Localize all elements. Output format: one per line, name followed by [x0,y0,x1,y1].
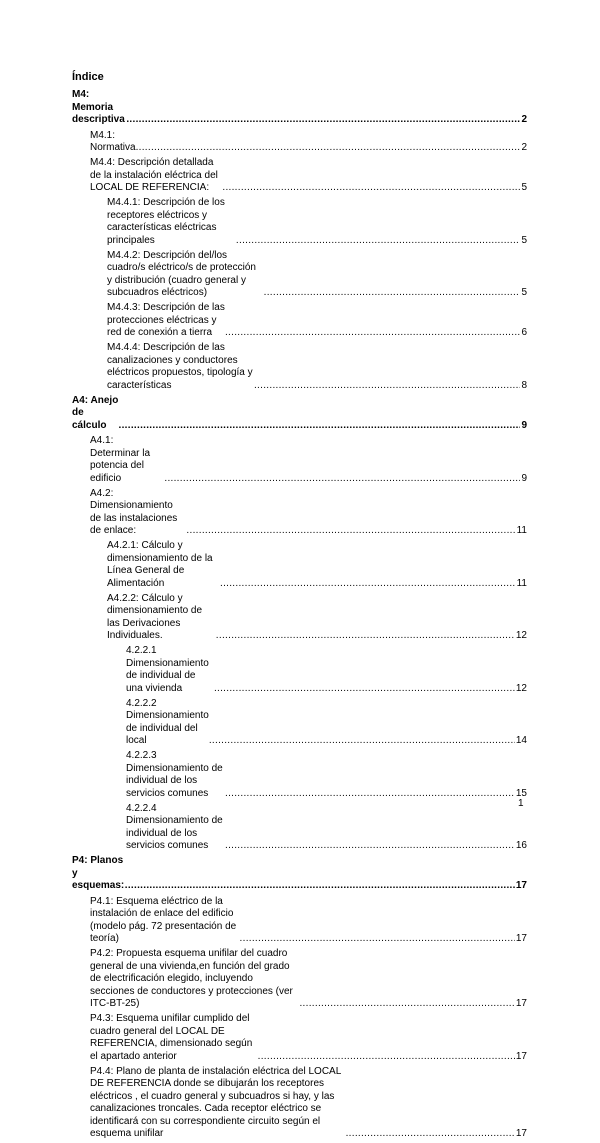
dot-leader [125,880,515,893]
toc-entry-page: 2 [521,114,527,125]
toc-entry[interactable] [107,593,527,643]
toc-entry[interactable] [90,1066,527,1141]
toc-entry-page: 17 [515,998,527,1009]
toc-entry-text: 4.2.2.1 Dimensionamiento de individual de una vivienda [126,645,209,694]
toc-entry-text: P4.3: Esquema unifilar cumplido del cuadro general del LOCAL DE REFERENCIA, dimensionado según el apartado anterior [90,1013,253,1062]
toc-entry-page: 11 [516,525,527,536]
toc-entry[interactable] [90,896,527,946]
toc-entry-page: 17 [515,1050,527,1062]
toc-entry-page: 17 [515,880,527,891]
dot-leader [164,473,520,486]
toc-entry-page: 6 [521,327,527,338]
toc-entry-text: 4.2.2.4 Dimensionamiento de individual de los servicios comunes [126,802,223,851]
toc-entry-page: 9 [521,472,527,484]
toc-entry-page: 16 [515,840,527,851]
toc-entry-text: M4: Memoria descriptiva [72,89,125,125]
toc-entry-text: A4: Anejo de cálculo [72,394,119,431]
toc-entry-text: M4.4.3: Descripción de las protecciones eléctricas y red de conexión a tierra [107,302,225,338]
toc-entry-text: A4.2: Dimensionamiento de las instalaciones de enlace: [90,487,178,536]
toc-entry-text: P4: Planos y esquemas: [72,855,125,891]
toc-entry[interactable] [90,948,527,1011]
dot-leader [225,788,515,801]
dot-leader [240,933,515,946]
toc-entry-page: 5 [521,182,527,193]
toc-entry[interactable] [107,302,527,340]
dot-leader [258,1051,515,1064]
dot-leader [225,327,520,340]
dot-leader [346,1128,515,1141]
page-number: 1 [518,798,524,809]
toc-entry-text: 4.2.2.3 Dimensionamiento de individual de los servicios comunes [126,750,223,799]
toc-entry-page: 5 [521,234,527,246]
toc-entry[interactable] [90,435,527,485]
toc-entry-text: P4.4: Plano de planta de instalación eléctrica del LOCAL DE REFERENCIA donde se dibujarán los receptores eléctricos , el cuadro general y subcuadros si hay, y las canalizaciones troncales. Cada receptor eléctrico se identificará con su correspondiente circuito según el esquema unifilar [90,1065,341,1139]
toc-entry[interactable] [107,250,527,300]
toc-entry-text: M4.1: Normativa [90,129,136,153]
toc-entry-page: 15 [515,787,527,799]
toc-entry[interactable] [90,1013,527,1063]
toc-entry-text: M4.4: Descripción detallada de la instalación eléctrica del LOCAL DE REFERENCIA: [90,157,218,193]
toc-entry-text: 4.2.2.2 Dimensionamiento de individual del local [126,697,209,746]
dot-leader [216,630,515,643]
toc-entry[interactable] [72,395,527,433]
toc-entry[interactable] [126,645,527,695]
toc-entry[interactable] [126,698,527,748]
toc-entry-text: M4.4.1: Descripción de los receptores eléctricos y características eléctricas principales [107,197,225,246]
toc-entry-text: P4.1: Esquema eléctrico de la instalación de enlace del edificio (modelo pág. 72 presentación de teoría) [90,895,237,944]
toc-entry-text: M4.4.2: Descripción del/los cuadro/s eléctrico/s de protección y distribución (cuadro general y subcuadros eléctricos) [107,249,256,298]
toc-entry-text: A4.2.1: Cálculo y dimensionamiento de la Línea General de Alimentación [107,540,213,589]
dot-leader [209,735,515,748]
toc-entry[interactable] [107,197,527,247]
dot-leader [186,525,515,538]
toc-entry[interactable] [107,540,527,590]
toc-entry[interactable] [126,803,527,853]
dot-leader [136,142,521,155]
toc-entry[interactable] [72,89,527,127]
page-title: Índice [72,71,104,83]
toc-entry[interactable] [90,157,527,195]
toc-entry-page: 14 [515,735,527,746]
dot-leader [214,683,515,696]
dot-leader [126,114,520,127]
toc-entry-page: 11 [516,577,527,589]
toc-entry[interactable] [90,488,527,538]
toc-entry-page: 5 [521,287,527,298]
dot-leader [222,182,520,195]
toc-entry-page: 12 [515,682,527,694]
toc-entry-text: A4.2.2: Cálculo y dimensionamiento de las Derivaciones Individuales. [107,592,203,641]
toc-entry-page: 8 [521,379,527,391]
dot-leader [236,235,521,248]
toc-entry-text: A4.1: Determinar la potencia del edificio [90,435,151,484]
dot-leader [254,380,520,393]
toc-entry-page: 17 [515,933,527,944]
dot-leader [225,840,515,853]
dot-leader [119,420,521,433]
toc-entry-page: 17 [515,1128,527,1139]
toc-entry[interactable] [107,342,527,392]
toc-entry-page: 2 [521,142,527,153]
toc-entry[interactable] [72,855,527,893]
toc-entry-page: 12 [515,630,527,641]
toc-entry-page: 9 [521,419,527,431]
dot-leader [264,287,521,300]
toc-entry[interactable] [90,130,527,155]
toc-entry[interactable] [126,750,527,800]
toc-entry-text: M4.4.4: Descripción de las canalizaciones y conductores eléctricos propuestos, tipología y características [107,342,253,391]
dot-leader [220,578,516,591]
table-of-contents [72,89,527,1143]
dot-leader [299,998,514,1011]
toc-entry-text: P4.2: Propuesta esquema unifilar del cuadro general de una vivienda,en función del grado de electrificación elegido, incluyendo secciones de conductores y protecciones (ver ITC-BT-25) [90,948,293,1009]
